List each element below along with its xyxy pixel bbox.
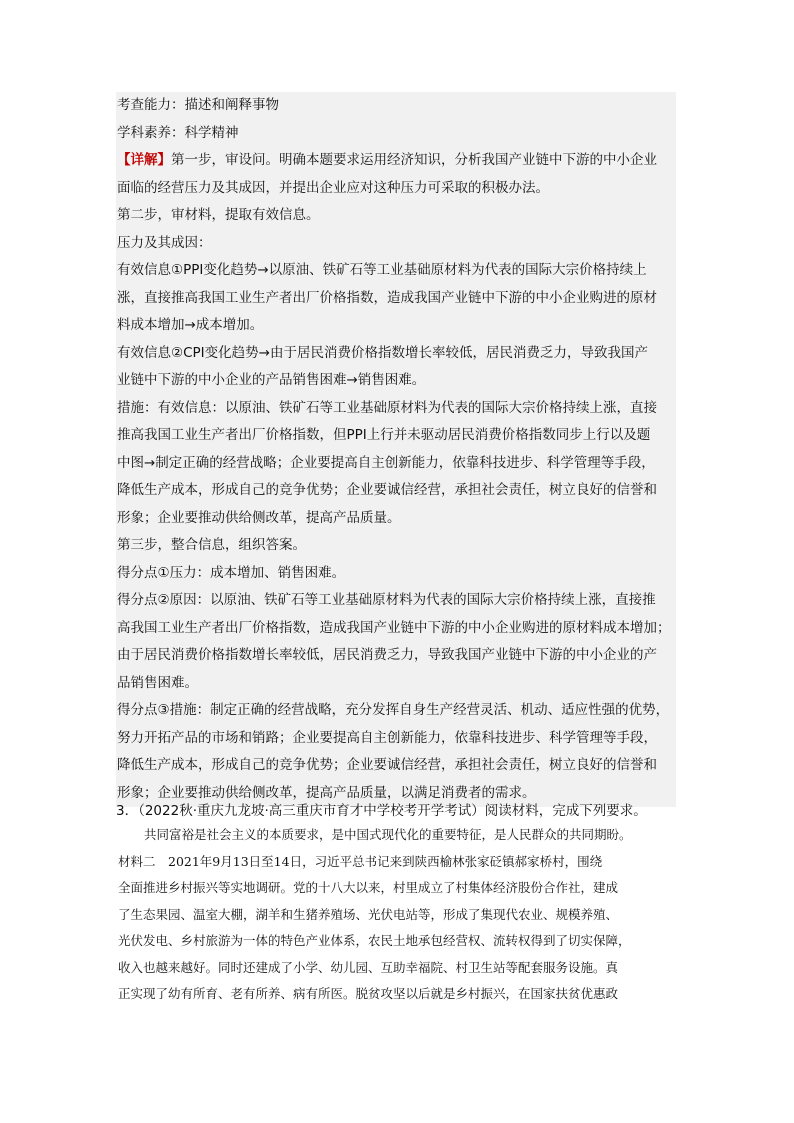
literacy-line: 学科素养：科学精神 xyxy=(117,124,239,141)
step1-line-2: 面临的经营压力及其成因，并提出企业应对这种压力可采取的积极办法。 xyxy=(117,179,549,196)
score3-line-1: 得分点③措施：制定正确的经营战略，充分发挥自身生产经营灵活、机动、适应性强的优势， xyxy=(117,702,670,718)
score3-line-3: 降低生产成本，形成自己的竞争优势；企业要诚信经营，承担社会责任，树立良好的信誉和 xyxy=(117,757,657,773)
passage-line-5: 光伏发电、乡村旅游为一体的特色产业体系，农民土地承包经营权、流转权得到了切实保障， xyxy=(118,933,631,948)
score2-line-1: 得分点②原因：以原油、铁矿石等工业基础原材料为代表的国际大宗价格持续上涨，直接推 xyxy=(117,592,656,608)
pressure-heading: 压力及其成因： xyxy=(117,234,212,251)
measures-line-4: 降低生产成本，形成自己的竞争优势；企业要诚信经营，承担社会责任，树立良好的信誉和 xyxy=(117,482,657,498)
step1-text: 第一步，审设问。明确本题要求运用经济知识，分析我国产业链中下游的中小企业 xyxy=(171,152,657,168)
info2-line-1: 有效信息②CPI变化趋势→由于居民消费价格指数增长率较低，居民消费乏力，导致我国产 xyxy=(117,344,648,361)
info1-line-1: 有效信息①PPI变化趋势→以原油、铁矿石等工业基础原材料为代表的国际大宗价格持续上 xyxy=(117,262,647,278)
score2-line-3: 由于居民消费价格指数增长率较低，居民消费乏力，导致我国产业链中下游的中小企业的产 xyxy=(117,647,657,663)
info1-line-2: 涨，直接推高我国工业生产者出厂价格指数，造成我国产业链中下游的中小企业购进的原材 xyxy=(117,289,657,306)
reading-passage xyxy=(118,822,674,1008)
passage-line-4: 了生态果园、温室大棚，湖羊和生猪养殖场、光伏电站等，形成了集现代农业、规模养殖、 xyxy=(118,906,619,922)
measures-line-2: 推高我国工业生产者出厂价格指数，但PPI上行并未驱动居民消费价格指数同步上行以及题 xyxy=(117,427,651,443)
step1-line-1 xyxy=(116,147,676,175)
step2-line: 第二步，审材料，提取有效信息。 xyxy=(117,207,320,223)
question-header: 3．（2022秋·重庆九龙坡·高三重庆市育才中学校考开学考试）阅读材料，完成下列要求。 xyxy=(116,803,647,819)
passage-line-6: 收入也越来越好。同时还建成了小学、幼儿园、互助幸福院、村卫生站等配套服务设施。真 xyxy=(118,959,619,975)
answer-explanation-block xyxy=(116,92,676,807)
passage-line-7: 正实现了幼有所育、老有所养、病有所医。脱贫攻坚以后就是乡村振兴，在国家扶贫优惠政 xyxy=(118,986,619,1001)
measures-line-1: 措施：有效信息：以原油、铁矿石等工业基础原材料为代表的国际大宗价格持续上涨，直接 xyxy=(117,399,657,416)
score2-line-4: 品销售困难。 xyxy=(117,674,198,691)
score3-line-4: 形象；企业要推动供给侧改革，提高产品质量，以满足消费者的需求。 xyxy=(117,784,536,801)
measures-line-3: 中图→制定正确的经营战略；企业要提高自主创新能力，依靠科技进步、科学管理等手段， xyxy=(117,454,655,471)
ability-line: 考查能力：描述和阐释事物 xyxy=(117,97,279,113)
passage-line-2: 材料二 2021年9月13日至14日，习近平总书记来到陕西榆林张家砭镇郝家桥村，围绕 xyxy=(118,853,603,869)
measures-line-5: 形象；企业要推动供给侧改革，提高产品质量。 xyxy=(117,509,401,526)
info2-line-2: 业链中下游的中小企业的产品销售困难→销售困难。 xyxy=(117,372,426,388)
detail-label: 【详解】 xyxy=(117,152,171,168)
passage-line-1: 共同富裕是社会主义的本质要求，是中国式现代化的重要特征，是人民群众的共同期盼。 xyxy=(144,827,632,842)
score1-line: 得分点①压力：成本增加、销售困难。 xyxy=(117,564,346,581)
score2-line-2: 高我国工业生产者出厂价格指数，造成我国产业链中下游的中小企业购进的原材料成本增加； xyxy=(117,619,671,636)
passage-line-3: 全面推进乡村振兴等实地调研。党的十八大以来，村里成立了村集体经济股份合作社，建成 xyxy=(118,880,619,895)
score3-line-2: 努力开拓产品的市场和销路；企业要提高自主创新能力，依靠科技进步、科学管理等手段， xyxy=(117,729,657,746)
info1-line-3: 料成本增加→成本增加。 xyxy=(117,317,264,333)
step3-line: 第三步，整合信息，组织答案。 xyxy=(117,537,306,553)
